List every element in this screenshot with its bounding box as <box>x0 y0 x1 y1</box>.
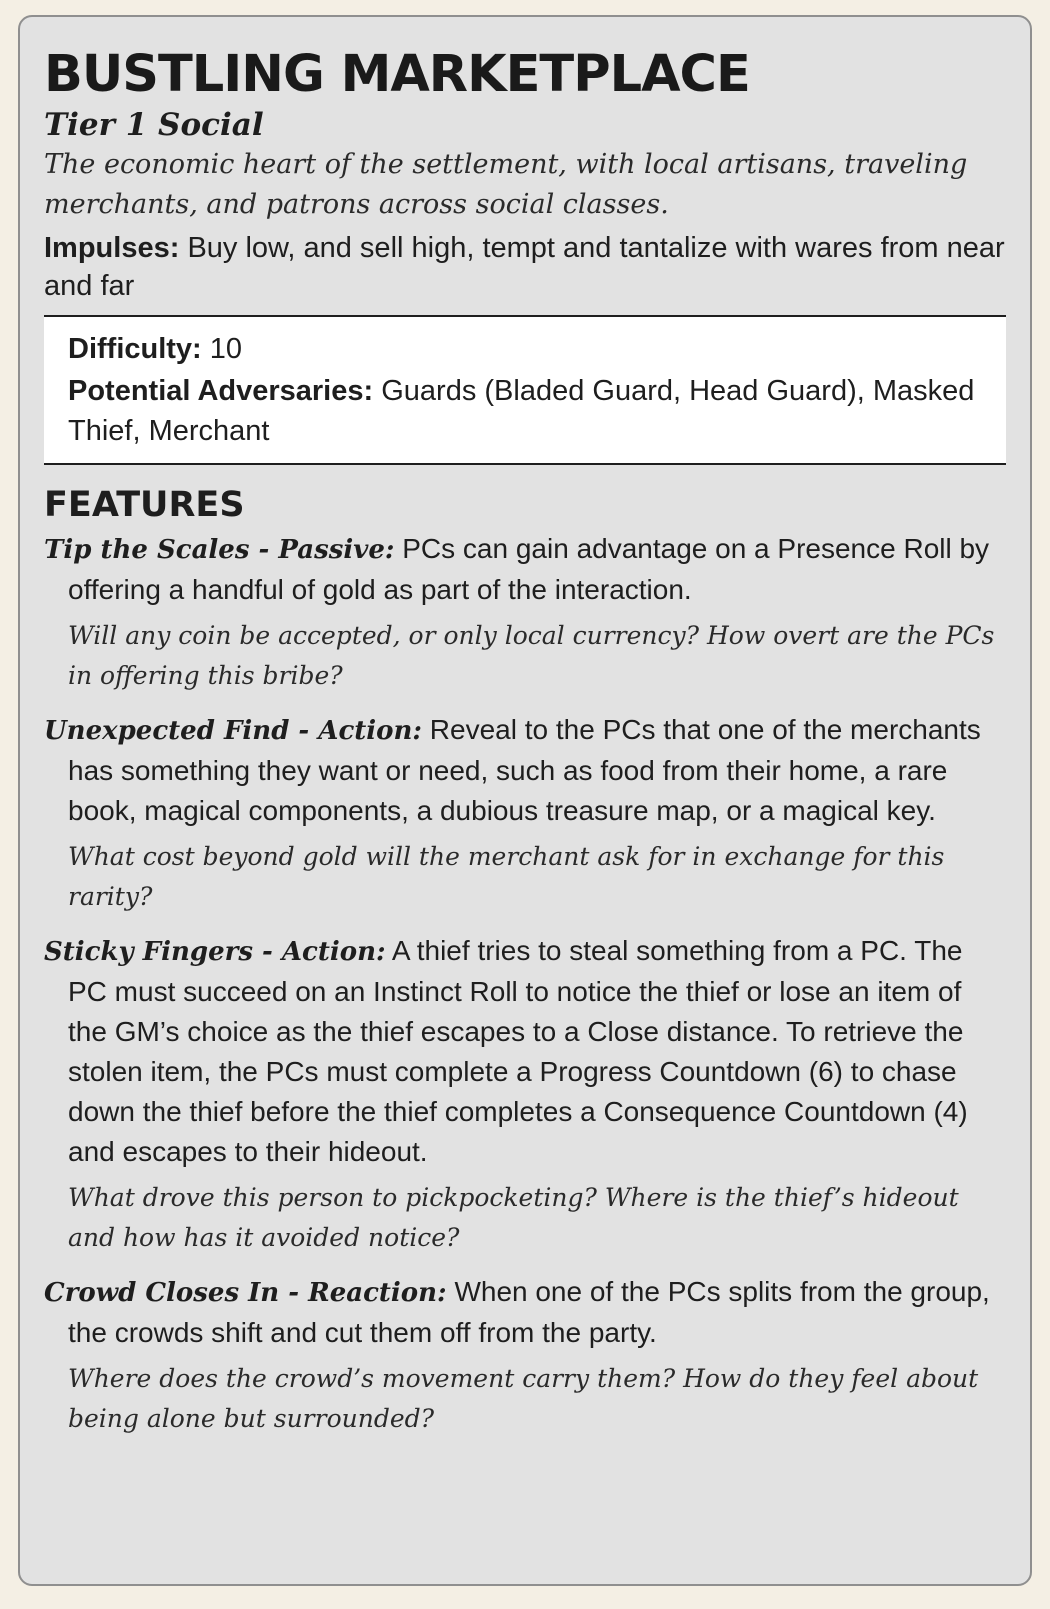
difficulty-line <box>68 329 982 369</box>
feature-question: What cost beyond gold will the merchant ask for in exchange for this rarity? <box>68 842 945 911</box>
feature-description: When one of the PCs splits from the group, the crowds shift and cut them off from the party. <box>68 1276 990 1348</box>
feature-tip-the-scales <box>44 529 1006 696</box>
environment-title: BUSTLING MARKETPLACE <box>44 45 750 104</box>
impulses-label: Impulses: <box>44 232 180 264</box>
feature-body <box>44 529 1006 610</box>
tier-label: Tier 1 Social <box>44 107 264 143</box>
stat-box <box>44 315 1006 465</box>
difficulty-label: Difficulty: <box>68 333 202 365</box>
feature-name: Crowd Closes In - Reaction: <box>44 1278 447 1308</box>
impulses-line <box>44 229 1006 305</box>
feature-name: Sticky Fingers - Action: <box>44 937 386 967</box>
feature-question: What drove this person to pickpocketing? Where is the thief’s hideout and how has it avoided notice? <box>68 1183 959 1252</box>
adversaries-line <box>68 371 982 451</box>
feature-name: Unexpected Find - Action: <box>44 716 423 746</box>
feature-body <box>44 1272 1006 1353</box>
feature-body <box>44 710 1006 831</box>
environment-card <box>18 15 1032 1586</box>
features-heading: FEATURES <box>44 485 245 525</box>
feature-crowd-closes-in <box>44 1272 1006 1439</box>
feature-question: Where does the crowd’s movement carry them? How do they feel about being alone but surrounded? <box>68 1364 979 1433</box>
feature-description: A thief tries to steal something from a PC. The PC must succeed on an Instinct Roll to notice the thief or lose an item of the GM’s choice as the thief escapes to a Close distance. To retrieve the stolen item, the PCs must complete a Progress Countdown (6) to chase down the thief before the thief completes a Consequence Countdown (4) and escapes to their hideout. <box>68 935 968 1167</box>
feature-unexpected-find <box>44 710 1006 917</box>
difficulty-value: 10 <box>209 333 243 365</box>
environment-description: The economic heart of the settlement, with local artisans, traveling merchants, and patrons across social classes. <box>44 149 968 220</box>
feature-description: PCs can gain advantage on a Presence Roll by offering a handful of gold as part of the interaction. <box>68 533 990 605</box>
adversaries-label: Potential Adversaries: <box>68 375 374 407</box>
impulses-text: Buy low, and sell high, tempt and tantalize with wares from near and far <box>44 232 1005 302</box>
adversaries-value: Guards (Bladed Guard, Head Guard), Masked Thief, Merchant <box>68 375 975 447</box>
feature-body <box>44 931 1006 1172</box>
feature-question: Will any coin be accepted, or only local currency? How overt are the PCs in offering this bribe? <box>68 621 995 690</box>
feature-name: Tip the Scales - Passive: <box>44 535 395 565</box>
feature-sticky-fingers <box>44 931 1006 1258</box>
feature-description: Reveal to the PCs that one of the merchants has something they want or need, such as food from their home, a rare book, magical components, a dubious treasure map, or a magical key. <box>68 714 981 826</box>
